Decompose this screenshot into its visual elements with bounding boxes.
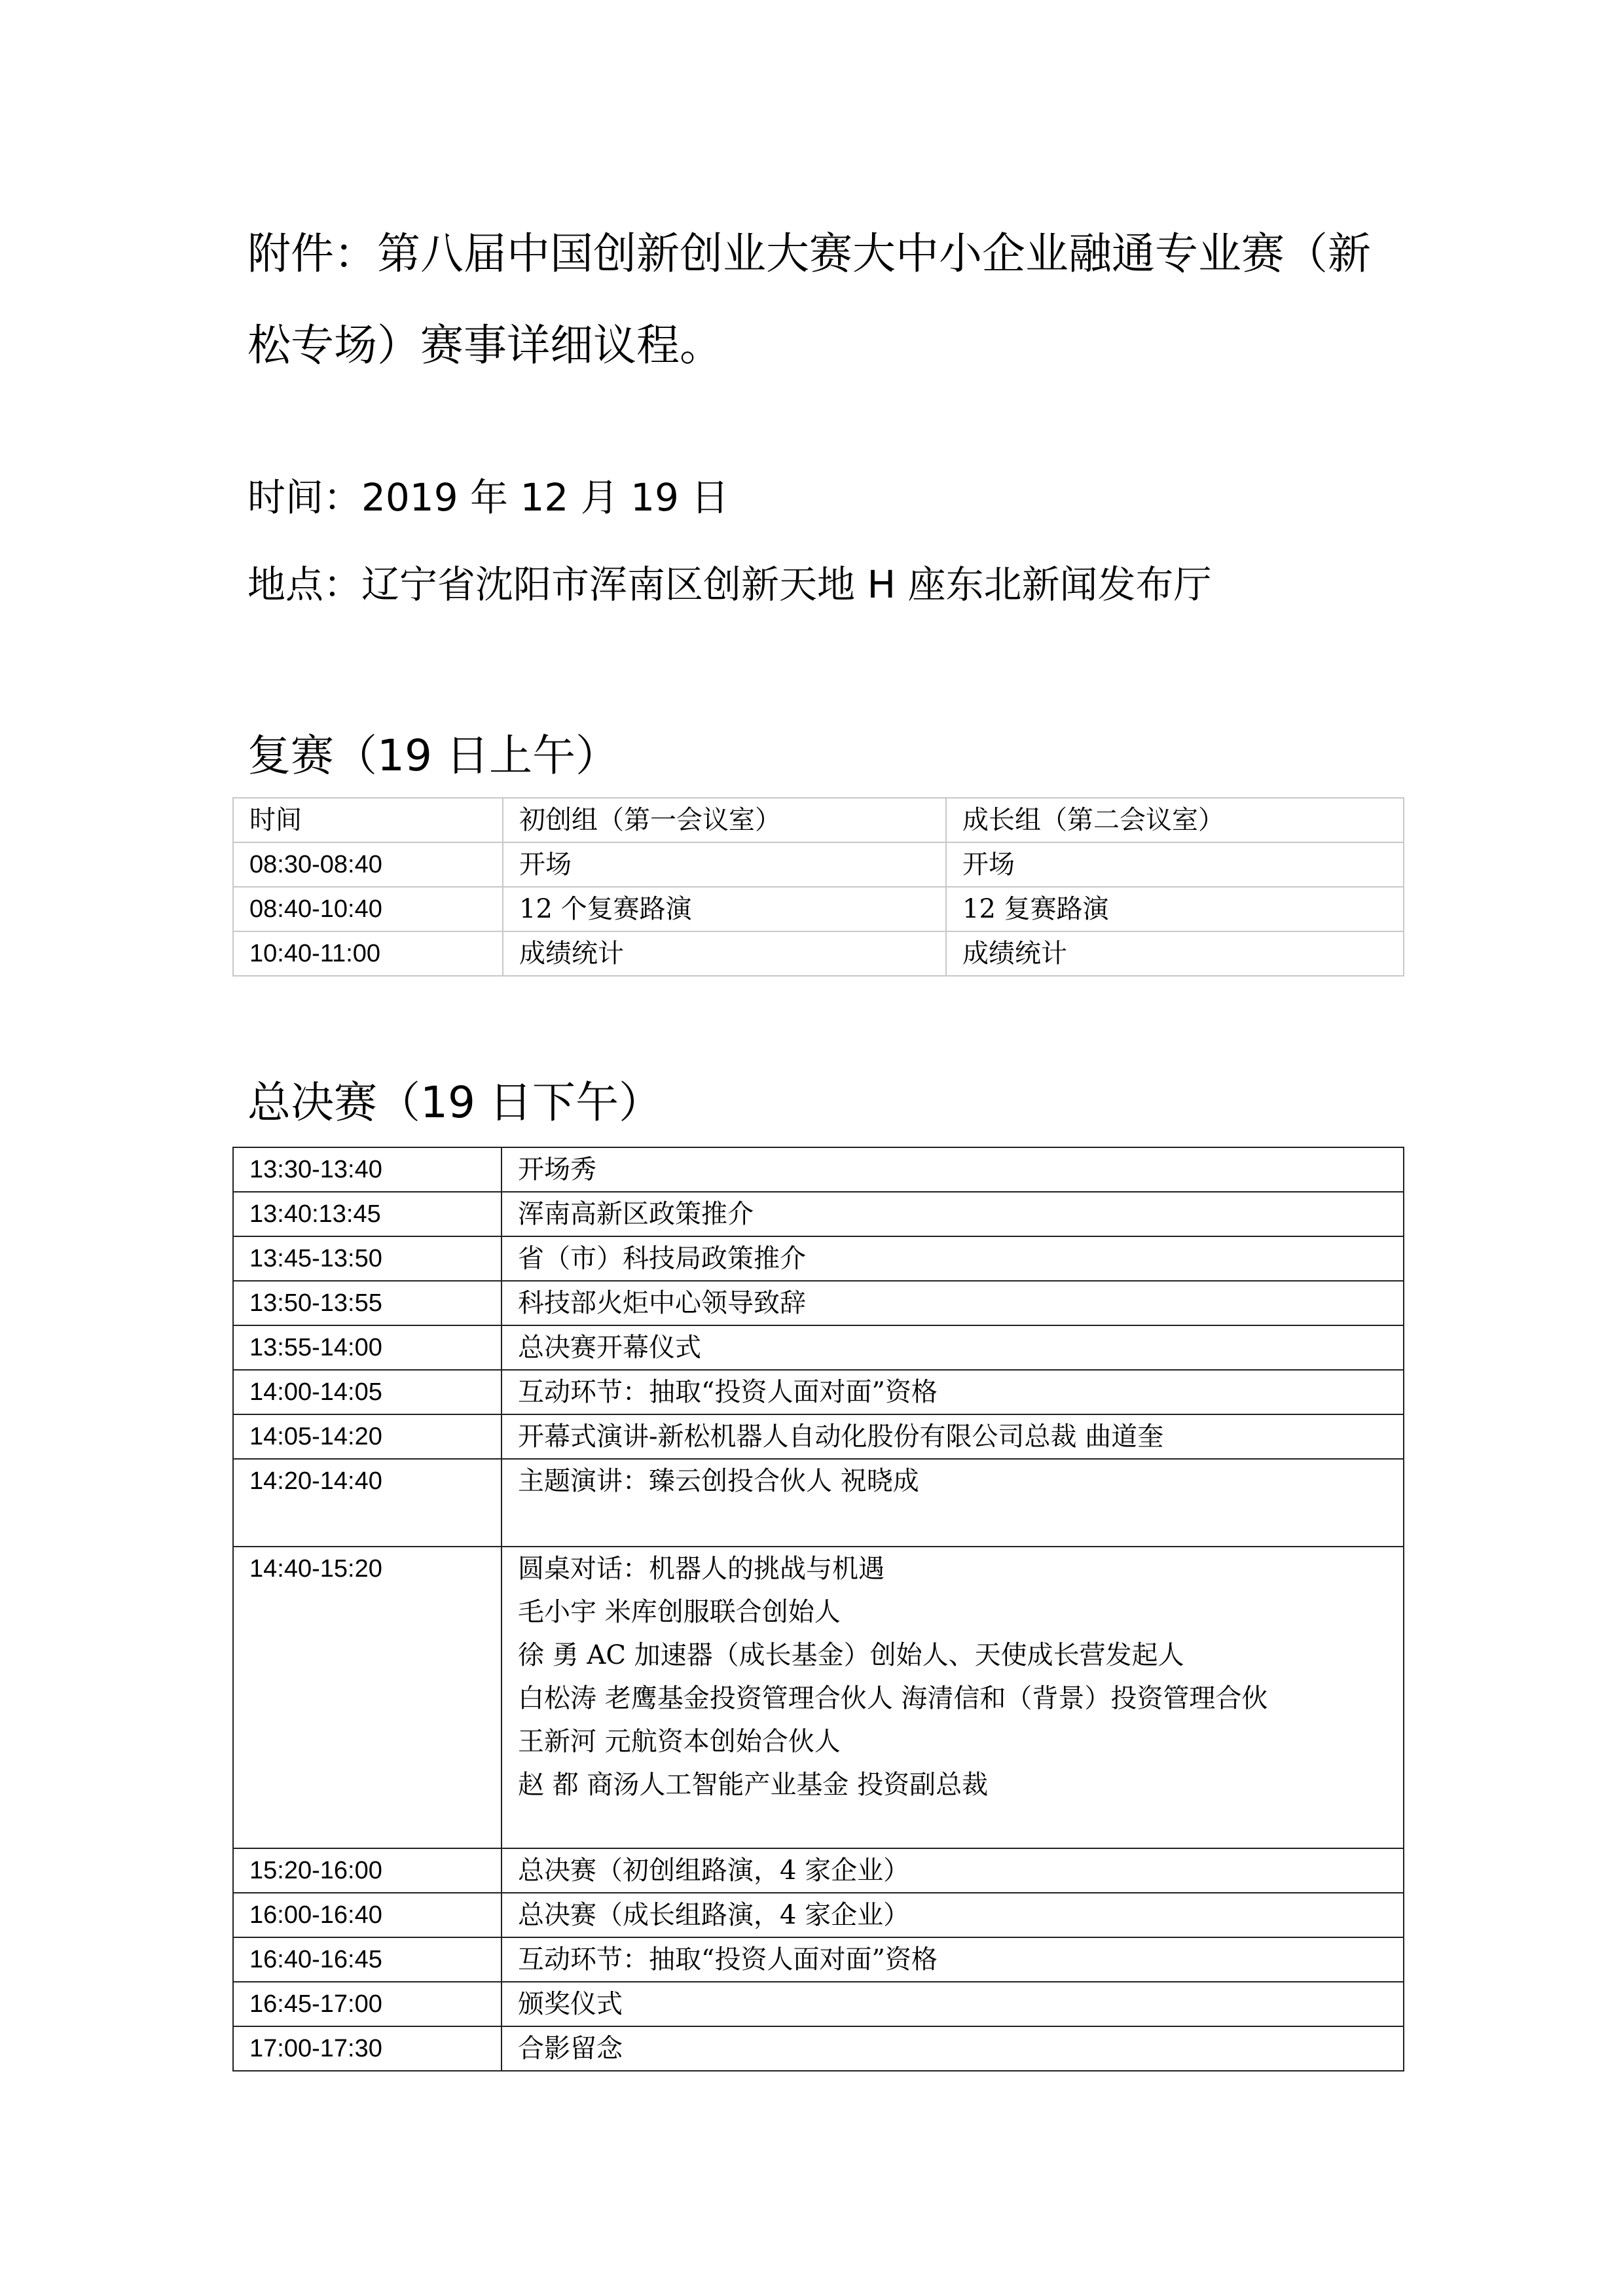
table-row: [233, 1281, 1404, 1325]
time-cell: 10:40-11:00: [233, 931, 503, 976]
agenda-line: 主题演讲：臻云创投合伙人 祝晓成: [518, 1466, 919, 1496]
table-row: [233, 887, 1404, 931]
table-row: [233, 1325, 1404, 1370]
agenda-cell: [501, 1937, 1404, 1982]
header-growth-group: 成长组（第二会议室）: [946, 798, 1404, 842]
time-cell: 14:40-15:20: [233, 1547, 501, 1848]
final-schedule-table: [232, 1147, 1404, 2072]
agenda-cell: [501, 1982, 1404, 2026]
event-location: 地点：辽宁省沈阳市浑南区创新天地 H 座东北新闻发布厅: [247, 562, 1212, 607]
document-title: 附件：第八届中国创新创业大赛大中小企业融通专业赛（新松专场）赛事详细议程。: [247, 228, 1371, 370]
table-row: [233, 1937, 1404, 1982]
time-cell: 14:00-14:05: [233, 1370, 501, 1414]
final-heading: 总决赛（19 日下午）: [247, 1077, 662, 1128]
growth-cell: 开场: [946, 842, 1404, 887]
agenda-cell: [501, 1459, 1404, 1547]
agenda-line: 开幕式演讲-新松机器人自动化股份有限公司总裁 曲道奎: [518, 1422, 1164, 1452]
table-row: [233, 1982, 1404, 2026]
table-row: [233, 842, 1404, 887]
startup-cell: 成绩统计: [503, 931, 946, 976]
time-cell: 13:50-13:55: [233, 1281, 501, 1325]
table-row: [233, 2026, 1404, 2071]
time-cell: 08:40-10:40: [233, 887, 503, 931]
agenda-cell: [501, 1147, 1404, 1192]
agenda-cell: [501, 1281, 1404, 1325]
table-header-row: [233, 798, 1404, 842]
table-row: [233, 1236, 1404, 1281]
startup-cell: 12 个复赛路演: [503, 887, 946, 931]
table-row: [233, 1893, 1404, 1937]
time-cell: 16:00-16:40: [233, 1893, 501, 1937]
table-row: [233, 1370, 1404, 1414]
time-cell: 14:20-14:40: [233, 1459, 501, 1547]
agenda-line: 总决赛（成长组路演，4 家企业）: [518, 1900, 910, 1930]
agenda-line: 徐 勇 AC 加速器（成长基金）创始人、天使成长营发起人: [518, 1640, 1184, 1670]
agenda-line: 省（市）科技局政策推介: [518, 1244, 806, 1274]
time-cell: 16:45-17:00: [233, 1982, 501, 2026]
time-cell: 14:05-14:20: [233, 1414, 501, 1459]
agenda-cell: [501, 1325, 1404, 1370]
table-row: [233, 1547, 1404, 1848]
agenda-cell: [501, 2026, 1404, 2071]
time-cell: 13:30-13:40: [233, 1147, 501, 1192]
growth-cell: 12 复赛路演: [946, 887, 1404, 931]
table-row: [233, 931, 1404, 976]
startup-cell: 开场: [503, 842, 946, 887]
agenda-cell: [501, 1236, 1404, 1281]
agenda-line: 王新河 元航资本创始合伙人: [518, 1727, 841, 1757]
time-cell: 16:40-16:45: [233, 1937, 501, 1982]
header-time: 时间: [233, 798, 503, 842]
agenda-cell: [501, 1414, 1404, 1459]
table-row: [233, 1848, 1404, 1893]
event-date: 时间：2019 年 12 月 19 日: [247, 475, 729, 520]
table-row: [233, 1147, 1404, 1192]
time-cell: 13:45-13:50: [233, 1236, 501, 1281]
agenda-line: 圆桌对话：机器人的挑战与机遇: [518, 1554, 884, 1584]
agenda-cell: [501, 1547, 1404, 1848]
agenda-line: 互动环节：抽取“投资人面对面”资格: [518, 1945, 938, 1975]
agenda-line: 开场秀: [518, 1155, 596, 1185]
table-row: [233, 1414, 1404, 1459]
time-cell: 15:20-16:00: [233, 1848, 501, 1893]
agenda-cell: [501, 1192, 1404, 1236]
agenda-line: 白松涛 老鹰基金投资管理合伙人 海清信和（背景）投资管理合伙: [518, 1683, 1268, 1713]
agenda-cell: [501, 1848, 1404, 1893]
agenda-line: 总决赛（初创组路演，4 家企业）: [518, 1856, 910, 1886]
qualifier-schedule-table: [232, 797, 1404, 977]
agenda-line: 浑南高新区政策推介: [518, 1199, 754, 1229]
agenda-line: 合影留念: [518, 2034, 623, 2064]
agenda-line: 总决赛开幕仪式: [518, 1333, 701, 1363]
time-cell: 13:40:13:45: [233, 1192, 501, 1236]
time-cell: 08:30-08:40: [233, 842, 503, 887]
agenda-cell: [501, 1893, 1404, 1937]
growth-cell: 成绩统计: [946, 931, 1404, 976]
time-cell: 17:00-17:30: [233, 2026, 501, 2071]
time-cell: 13:55-14:00: [233, 1325, 501, 1370]
qualifier-heading: 复赛（19 日上午）: [247, 730, 619, 781]
agenda-line: 赵 都 商汤人工智能产业基金 投资副总裁: [518, 1770, 989, 1800]
agenda-line: 颁奖仪式: [518, 1989, 623, 2019]
table-row: [233, 1192, 1404, 1236]
agenda-line: 互动环节：抽取“投资人面对面”资格: [518, 1377, 938, 1407]
agenda-line: 毛小宇 米库创服联合创始人: [518, 1597, 841, 1627]
table-row: [233, 1459, 1404, 1547]
agenda-cell: [501, 1370, 1404, 1414]
header-startup-group: 初创组（第一会议室）: [503, 798, 946, 842]
agenda-line: 科技部火炬中心领导致辞: [518, 1288, 806, 1318]
